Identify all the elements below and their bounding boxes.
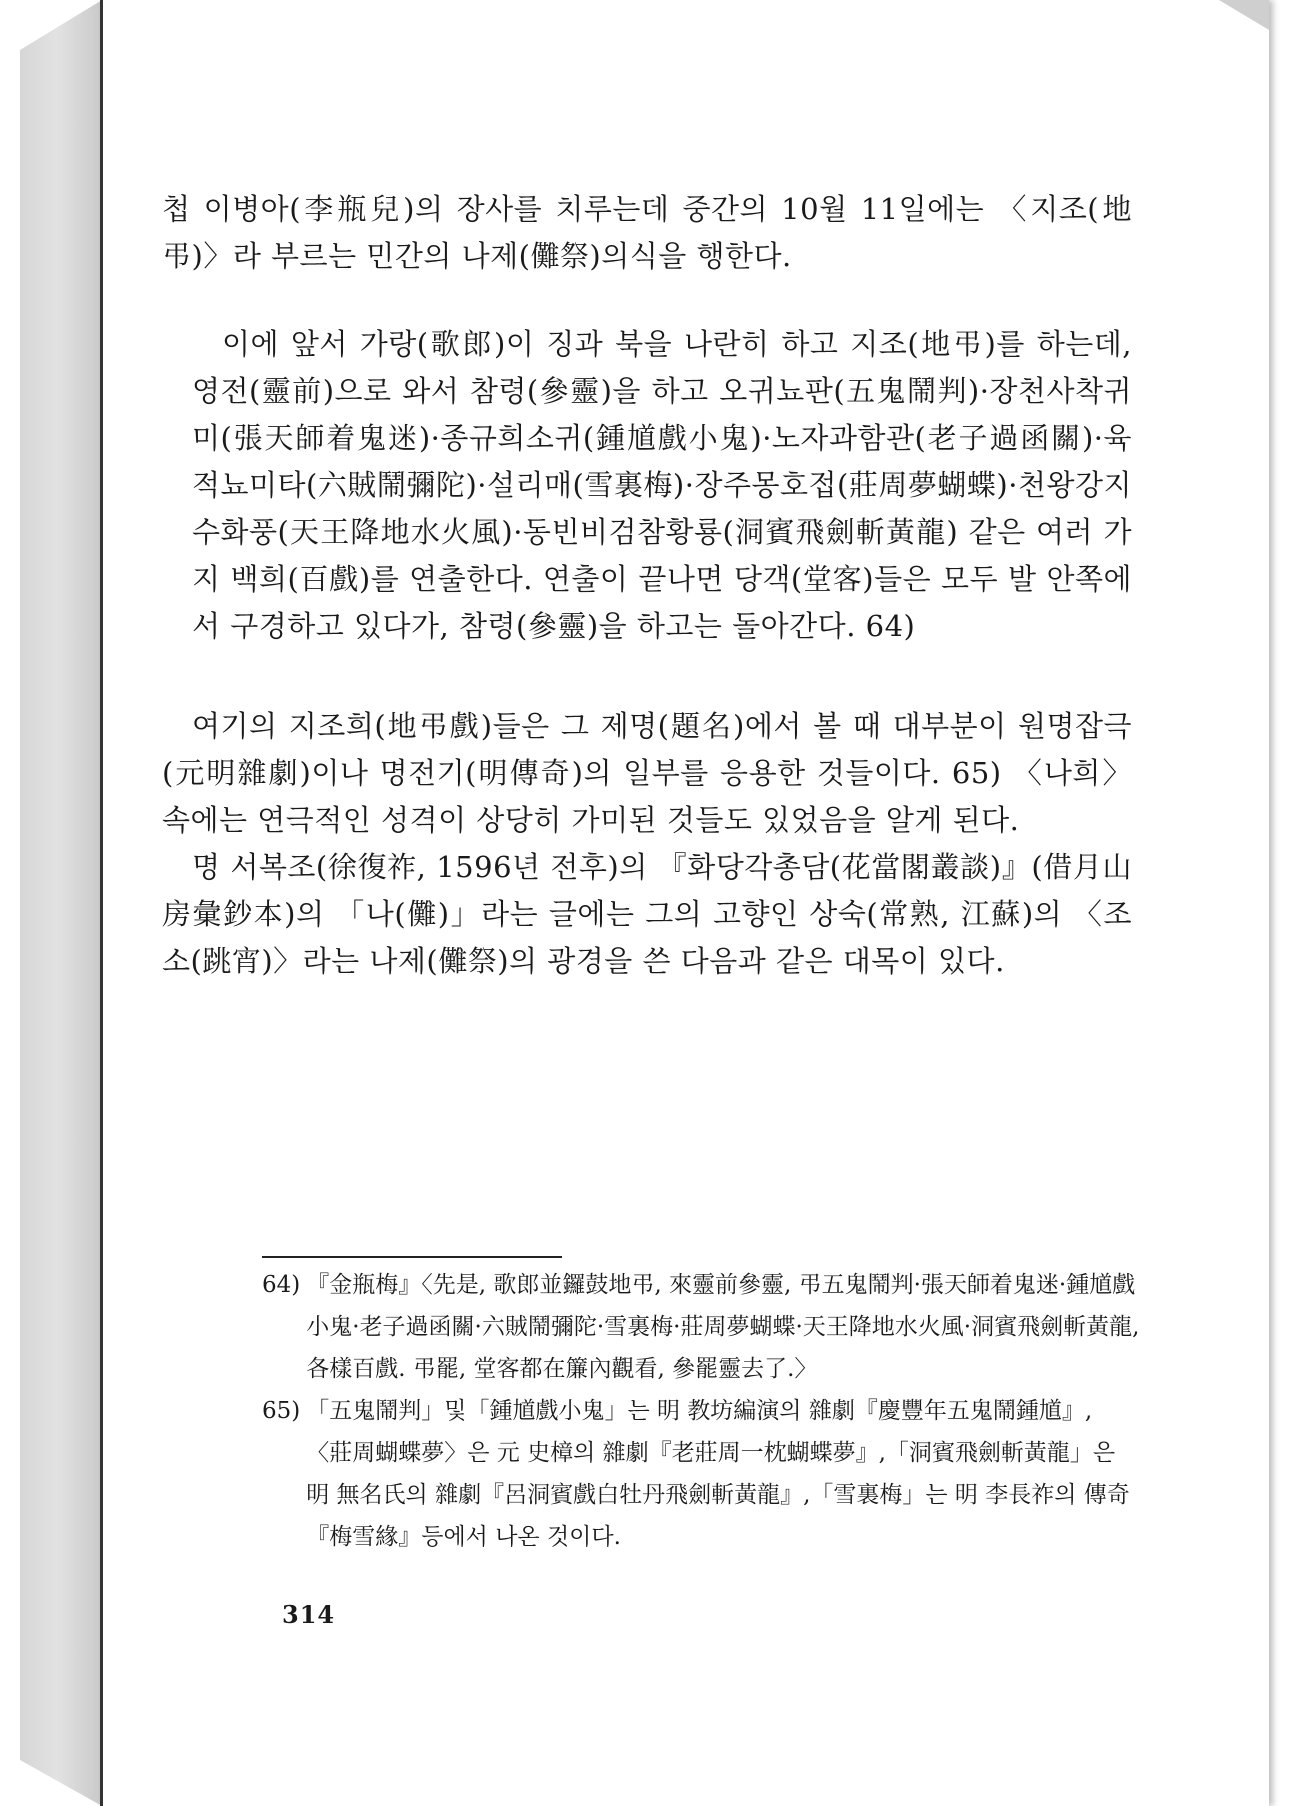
footnote-text: 『金瓶梅』〈先是, 歌郎並鑼鼓地弔, 來靈前參靈, 弔五鬼鬧判·張天師着鬼迷·鍾馗戲小鬼·老子過函關·六賊鬧彌陀·雪裏梅·莊周夢蝴蝶·天王降地水火風·洞賓飛劍斬黃龍, 各樣百戲. 弔罷, 堂客都在簾內觀看, 參罷靈去了.〉 bbox=[306, 1272, 1140, 1382]
quoted-block bbox=[162, 321, 1132, 650]
footnote-64 bbox=[262, 1264, 1142, 1390]
footnote-65 bbox=[262, 1390, 1142, 1558]
page-number: 314 bbox=[282, 1600, 336, 1629]
book-page-edge bbox=[20, 0, 102, 1806]
footnote-divider bbox=[262, 1256, 562, 1258]
footnote-text: 「五鬼鬧判」및「鍾馗戲小鬼」는 明 教坊編演의 雜劇『慶豐年五鬼鬧鍾馗』, 〈莊周蝴蝶夢〉은 元 史樟의 雜劇『老莊周一枕蝴蝶夢』,「洞賓飛劍斬黃龍」은 明 無名氏의 雜劇『呂洞賓戲白牡丹飛劍斬黃龍』,「雪裏梅」는 明 李長祚의 傳奇『梅雪緣』등에서 나온 것이다. bbox=[306, 1398, 1130, 1550]
footnote-number: 65) bbox=[262, 1398, 301, 1424]
paragraph-1: 첩 이병아(李瓶兒)의 장사를 치루는데 중간의 10월 11일에는 〈지조(地弔)〉라 부르는 민간의 나제(儺祭)의식을 행한다. bbox=[162, 192, 1132, 273]
page-corner-fold bbox=[1219, 0, 1269, 30]
paragraph-2: 이에 앞서 가랑(歌郎)이 징과 북을 나란히 하고 지조(地弔)를 하는데, 영전(靈前)으로 와서 참령(參靈)을 하고 오귀뇨판(五鬼鬧判)·장천사착귀미(張天師着鬼迷)·종규희소귀(鍾馗戲小鬼)·노자과함관(老子過函關)·육적뇨미타(六賊鬧彌陀)·설리매(雪裏梅)·장주몽호접(莊周夢蝴蝶)·천왕강지수화풍(天王降地水火風)·동빈비검참황룡(洞賓飛劍斬黃龍) 같은 여러 가지 백희(百戲)를 연출한다. 연출이 끝나면 당객(堂客)들은 모두 발 안쪽에서 구경하고 있다가, 참령(參靈)을 하고는 돌아간다. 64) bbox=[192, 327, 1132, 643]
paragraph-3: 여기의 지조희(地弔戲)들은 그 제명(題名)에서 볼 때 대부분이 원명잡극(元明雜劇)이나 명전기(明傳奇)의 일부를 응용한 것들이다. 65) 〈나희〉 속에는 연극적인 성격이 상당히 가미된 것들도 있었음을 알게 된다. bbox=[162, 709, 1132, 837]
footnotes bbox=[262, 1264, 1142, 1558]
paragraph-4: 명 서복조(徐復祚, 1596년 전후)의 『화당각총담(花當閣叢談)』(借月山房彙鈔本)의 「나(儺)」라는 글에는 그의 고향인 상숙(常熟, 江蘇)의 〈조소(跳宵)〉라는 나제(儺祭)의 광경을 쓴 다음과 같은 대목이 있다. bbox=[162, 850, 1132, 978]
body-text bbox=[162, 186, 1132, 985]
footnote-number: 64) bbox=[262, 1272, 301, 1298]
